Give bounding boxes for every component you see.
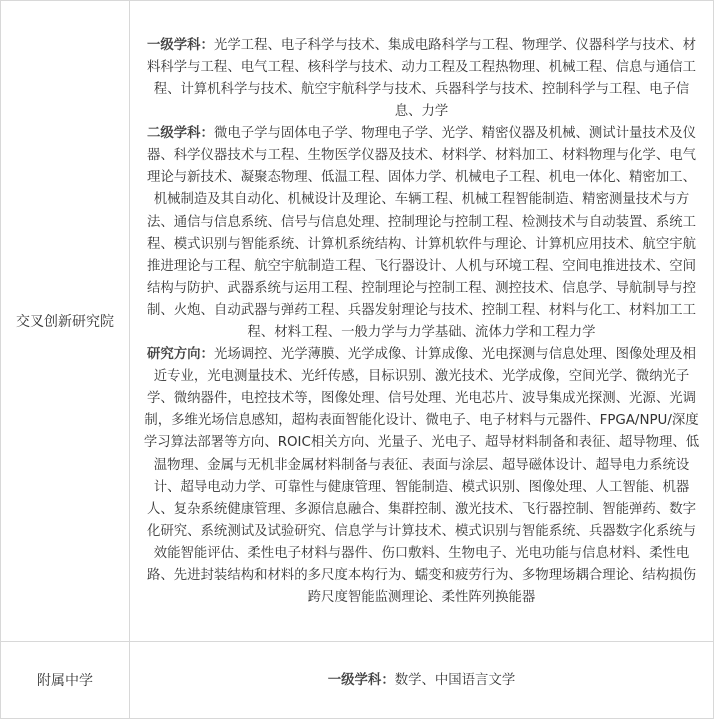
- section-text: 光学工程、电子科学与技术、集成电路科学与工程、物理学、仪器科学与技术、材料科学与工程、电气工程、核科学与技术、动力工程及工程热物理、机械工程、信息与通信工程、计算机科学与技术、航空宇航科学与技术、兵器科学与技术、控制科学与工程、电子信息、力学: [146, 37, 696, 120]
- table-row: [1, 1, 714, 642]
- section-heading: 二级学科：: [146, 126, 214, 142]
- institute-name-cell: 交叉创新研究院: [1, 1, 130, 642]
- research-directions: [142, 344, 701, 609]
- section-text: 光场调控、光学薄膜、光学成像、计算成像、光电探测与信息处理、图像处理及相近专业，光电测量技术、光纤传感，目标识别、激光技术、光学成像，空间光学、微纳光子学、微纳器件，电控技术等，图像处理、信号处理、光电芯片、波导集成光探测、光源、光调制，多维光场信息感知，超构表面智能化设计、微电子、电子材料与元器件、FPGA/NPU/深度学习算法部署等方向、ROIC相关方向、光量子、光电子、超导材料制备和表征、超导物理、低温物理、金属与无机非金属材料制备与表征、表面与涂层、超导磁体设计、超导电力系统设计、超导电动力学、可靠性与健康管理、智能制造、模式识别、图像处理、人工智能、机器人、复杂系统健康管理、多源信息融合、集群控制、激光技术、飞行器控制、智能弹药、数字化研究、系统测试及试验研究、信息学与计算技术、模式识别与智能系统、兵器数字化系统与效能智能评估、柔性电子材料与器件、伤口敷料、生物电子、光电功能与信息材料、柔性电路、先进封装结构和材料的多尺度本构行为、蠕变和疲劳行为、多物理场耦合理论、结构损伤跨尺度智能监测理论、柔性阵列换能器: [143, 347, 700, 606]
- section-heading: 一级学科：: [146, 37, 214, 53]
- second-level-disciplines: [142, 123, 701, 344]
- section-heading: 一级学科：: [327, 672, 395, 688]
- section-heading: 研究方向：: [146, 347, 214, 363]
- institute-name-cell: 附属中学: [1, 642, 130, 719]
- first-level-disciplines: [142, 670, 701, 692]
- discipline-details-cell: [130, 642, 714, 719]
- table-row: [1, 642, 714, 719]
- section-text: 数学、中国语言文学: [394, 672, 516, 688]
- discipline-details-cell: [130, 1, 714, 642]
- first-level-disciplines: [142, 35, 701, 123]
- section-text: 微电子学与固体电子学、物理电子学、光学、精密仪器及机械、测试计量技术及仪器、科学仪器技术与工程、生物医学仪器及技术、材料学、材料加工、材料物理与化学、电气理论与新技术、凝聚态物理、低温工程、固体力学、机械电子工程、机电一体化、精密加工、机械制造及其自动化、机械设计及理论、车辆工程、机械工程智能制造、精密测量技术与方法、通信与信息系统、信号与信息处理、控制理论与控制工程、检测技术与自动装置、系统工程、模式识别与智能系统、计算机系统结构、计算机软件与理论、计算机应用技术、航空宇航推进理论与工程、航空宇航制造工程、飞行器设计、人机与环境工程、空间电推进技术、空间结构与防护、武器系统与运用工程、控制理论与控制工程、测控技术、信息学、导航制导与控制、火炮、自动武器与弹药工程、兵器发射理论与技术、控制工程、材料与化工、材料加工工程、材料工程、一般力学与力学基础、流体力学和工程力学: [146, 126, 696, 340]
